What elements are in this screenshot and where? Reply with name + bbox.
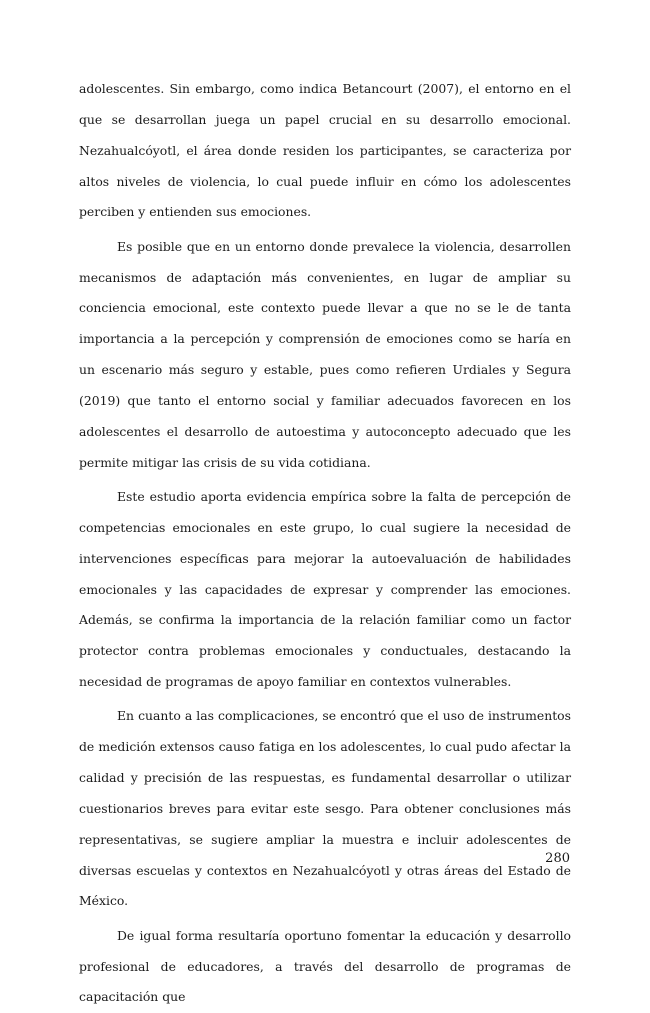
page-number: 280 <box>545 851 570 866</box>
body-text <box>79 74 571 1013</box>
paragraph-2: Es posible que en un entorno donde prevalece la violencia, desarrollen mecanismos de adaptación más convenientes, en lugar de ampliar su conciencia emocional, este contexto puede llevar a que no se le de tanta importancia a la percepción y comprensión de emociones como se haría en un escenario más seguro y estable, pues como refieren Urdiales y Segura (2019) que tanto el entorno social y familiar adecuados favorecen en los adolescentes el desarrollo de autoestima y autoconcepto adecuado que les permite mitigar las crisis de su vida cotidiana. <box>79 238 571 470</box>
paragraph-5: De igual forma resultaría oportuno fomentar la educación y desarrollo profesional de educadores, a través del desarrollo de programas de capacitación que <box>79 927 571 1005</box>
paragraph-3: Este estudio aporta evidencia empírica sobre la falta de percepción de competencias emocionales en este grupo, lo cual sugiere la necesidad de intervenciones específicas para mejorar la autoevaluación de habilidades emocionales y las capacidades de expresar y comprender las emociones. Además, se confirma la importancia de la relación familiar como un factor protector contra problemas emocionales y conductuales, destacando la necesidad de programas de apoyo familiar en contextos vulnerables. <box>79 488 571 690</box>
paragraph-4: En cuanto a las complicaciones, se encontró que el uso de instrumentos de medición extensos causo fatiga en los adolescentes, lo cual pudo afectar la calidad y precisión de las respuestas, es fundamental desarrollar o utilizar cuestionarios breves para evitar este sesgo. Para obtener conclusiones más representativas, se sugiere ampliar la muestra e incluir adolescentes de diversas escuelas y contextos en Nezahualcóyotl y otras áreas del Estado de México. <box>79 708 571 909</box>
paragraph-1: adolescentes. Sin embargo, como indica Betancourt (2007), el entorno en el que se desarrollan juega un papel crucial en su desarrollo emocional. Nezahualcóyotl, el área donde residen los participantes, se caracteriza por altos niveles de violencia, lo cual puede influir en cómo los adolescentes perciben y entienden sus emociones. <box>79 81 571 220</box>
